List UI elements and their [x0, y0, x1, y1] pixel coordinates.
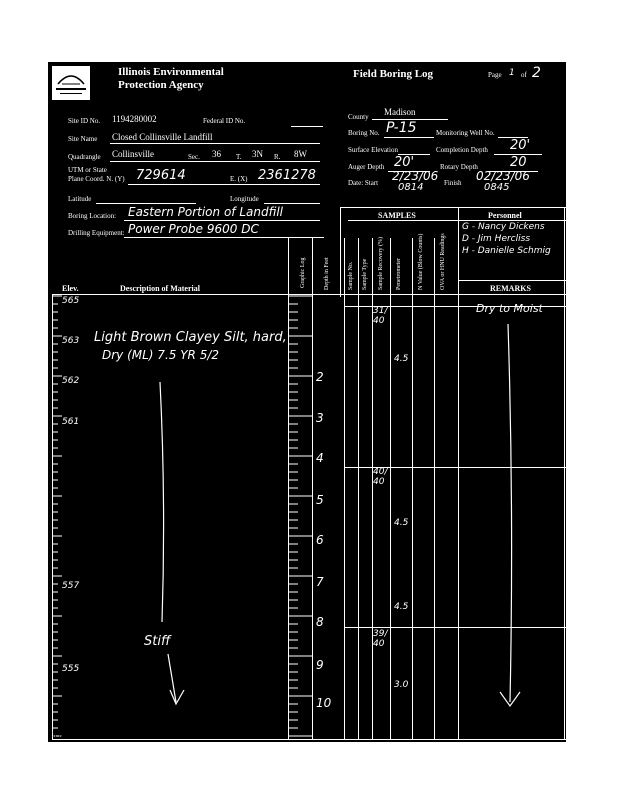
r-label: R. — [274, 153, 281, 161]
north-coord-value: 729614 — [136, 168, 186, 183]
form-revision-footer: Field Boring Log (revised 02/02/06) — [48, 730, 165, 739]
monitoring-well-label: Monitoring Well No. — [436, 129, 495, 137]
elevation-label: 565 — [62, 296, 80, 306]
longitude-label: Longitude — [230, 195, 259, 203]
site-id-label: Site ID No. — [68, 117, 101, 125]
t-value: 3N — [252, 149, 263, 159]
utm-label: UTM or State — [68, 166, 107, 174]
site-name-label: Site Name — [68, 135, 98, 143]
county-label: County — [348, 113, 369, 121]
page-label: Page — [488, 71, 502, 79]
penetrometer-value: 3.0 — [394, 680, 409, 690]
depth-number: 2 — [316, 370, 324, 384]
quad-value: Collinsville — [112, 149, 155, 159]
agency-name-line2: Protection Agency — [118, 79, 204, 91]
samples-heading: SAMPLES — [378, 211, 416, 220]
personnel-heading: Personnel — [488, 211, 522, 220]
col-depth: Depth in Feet — [324, 257, 330, 290]
east-coord-value: 2361278 — [258, 168, 316, 183]
description-heading: Description of Material — [120, 284, 200, 293]
boring-location-value: Eastern Portion of Landfill — [128, 205, 284, 219]
col-ova: OVA or HNU Readings — [440, 233, 446, 290]
depth-number: 7 — [316, 575, 324, 589]
agency-name-line1: Illinois Environmental — [118, 66, 224, 78]
col-recovery: Sample Recovery (%) — [378, 237, 384, 290]
personnel-1: G - Nancy Dickens — [462, 222, 545, 232]
auger-depth-label: Auger Depth — [348, 163, 385, 171]
boring-no-value: P-15 — [386, 120, 417, 136]
drilling-equipment-label: Drilling Equipment: — [68, 229, 125, 237]
boring-location-label: Boring Location: — [68, 212, 117, 220]
depth-number: 6 — [316, 533, 324, 547]
federal-id-label: Federal ID No. — [203, 117, 246, 125]
col-penetrometer: Penetrometer — [396, 258, 402, 290]
sample-recovery: 39/ 40 — [373, 629, 388, 649]
start-time-value: 0814 — [398, 182, 424, 193]
material-description-stiff: Stiff — [144, 634, 171, 649]
material-description-line2: Dry (ML) 7.5 YR 5/2 — [102, 348, 219, 362]
completion-depth-label: Completion Depth — [436, 146, 488, 154]
personnel-3: H - Danielle Schmig — [462, 246, 551, 256]
depth-number: 3 — [316, 411, 324, 425]
penetrometer-value: 4.5 — [394, 602, 409, 612]
personnel-2: D - Jim Hercliss — [462, 234, 531, 244]
penetrometer-value: 4.5 — [394, 354, 409, 364]
boring-no-label: Boring No. — [348, 129, 380, 137]
form-title: Field Boring Log — [353, 68, 434, 80]
elevation-label: 563 — [62, 336, 80, 346]
date-start-value: 2/23/06 — [392, 169, 439, 183]
elev-heading: Elev. — [62, 284, 79, 293]
completion-depth-value: 20' — [510, 138, 531, 153]
depth-number: 8 — [316, 615, 324, 629]
elevation-label: 557 — [62, 581, 80, 591]
remarks-text: Dry to Moist — [476, 302, 543, 315]
elevation-label: 561 — [62, 417, 80, 427]
elevation-label: 562 — [62, 376, 80, 386]
remarks-heading: REMARKS — [490, 284, 531, 293]
col-graphic-log: Graphic Log — [300, 257, 306, 288]
col-n-value: N Value (Blow Counts) — [418, 233, 424, 290]
latitude-label: Latitude — [68, 195, 92, 203]
page-number: 1 — [509, 68, 515, 78]
page-of-label: of — [521, 71, 527, 79]
plane-coord-label: Plane Coord. N. (Y) — [68, 175, 125, 183]
finish-date-value: 02/23/06 — [476, 169, 530, 183]
depth-number: 10 — [316, 696, 332, 710]
depth-number: 4 — [316, 451, 324, 465]
boring-log-form — [48, 62, 566, 742]
site-id-value: 1194280002 — [112, 114, 157, 124]
east-coord-label: E. (X) — [230, 175, 248, 183]
finish-label: Finish — [444, 179, 462, 187]
sec-label: Sec. — [188, 153, 200, 161]
site-name-value: Closed Collinsville Landfill — [112, 132, 213, 142]
col-sample-type: Sample Type — [362, 258, 368, 290]
continuation-arrows — [48, 62, 566, 742]
surface-elevation-label: Surface Elevation — [348, 146, 398, 154]
t-label: T. — [236, 153, 242, 161]
elevation-label: 555 — [62, 664, 80, 674]
auger-depth-value: 20' — [394, 155, 415, 170]
finish-time-value: 0845 — [484, 182, 510, 193]
material-description-line1: Light Brown Clayey Silt, hard, — [94, 330, 287, 345]
sample-recovery: 40/ 40 — [373, 467, 388, 487]
r-value: 8W — [294, 149, 307, 159]
page-total: 2 — [532, 65, 541, 81]
quad-label: Quadrangle — [68, 153, 101, 161]
penetrometer-value: 4.5 — [394, 518, 409, 528]
depth-number: 9 — [316, 658, 324, 672]
rotary-depth-label: Rotary Depth — [440, 163, 478, 171]
col-sample-no: Sample No. — [348, 261, 354, 290]
drilling-equipment-value: Power Probe 9600 DC — [128, 222, 259, 236]
sample-recovery: 31/ 40 — [373, 306, 388, 326]
date-start-label: Date: Start — [348, 179, 379, 187]
county-value: Madison — [384, 107, 416, 117]
depth-number: 5 — [316, 493, 324, 507]
sec-value: 36 — [212, 149, 221, 159]
rotary-depth-value: 20 — [510, 155, 527, 170]
